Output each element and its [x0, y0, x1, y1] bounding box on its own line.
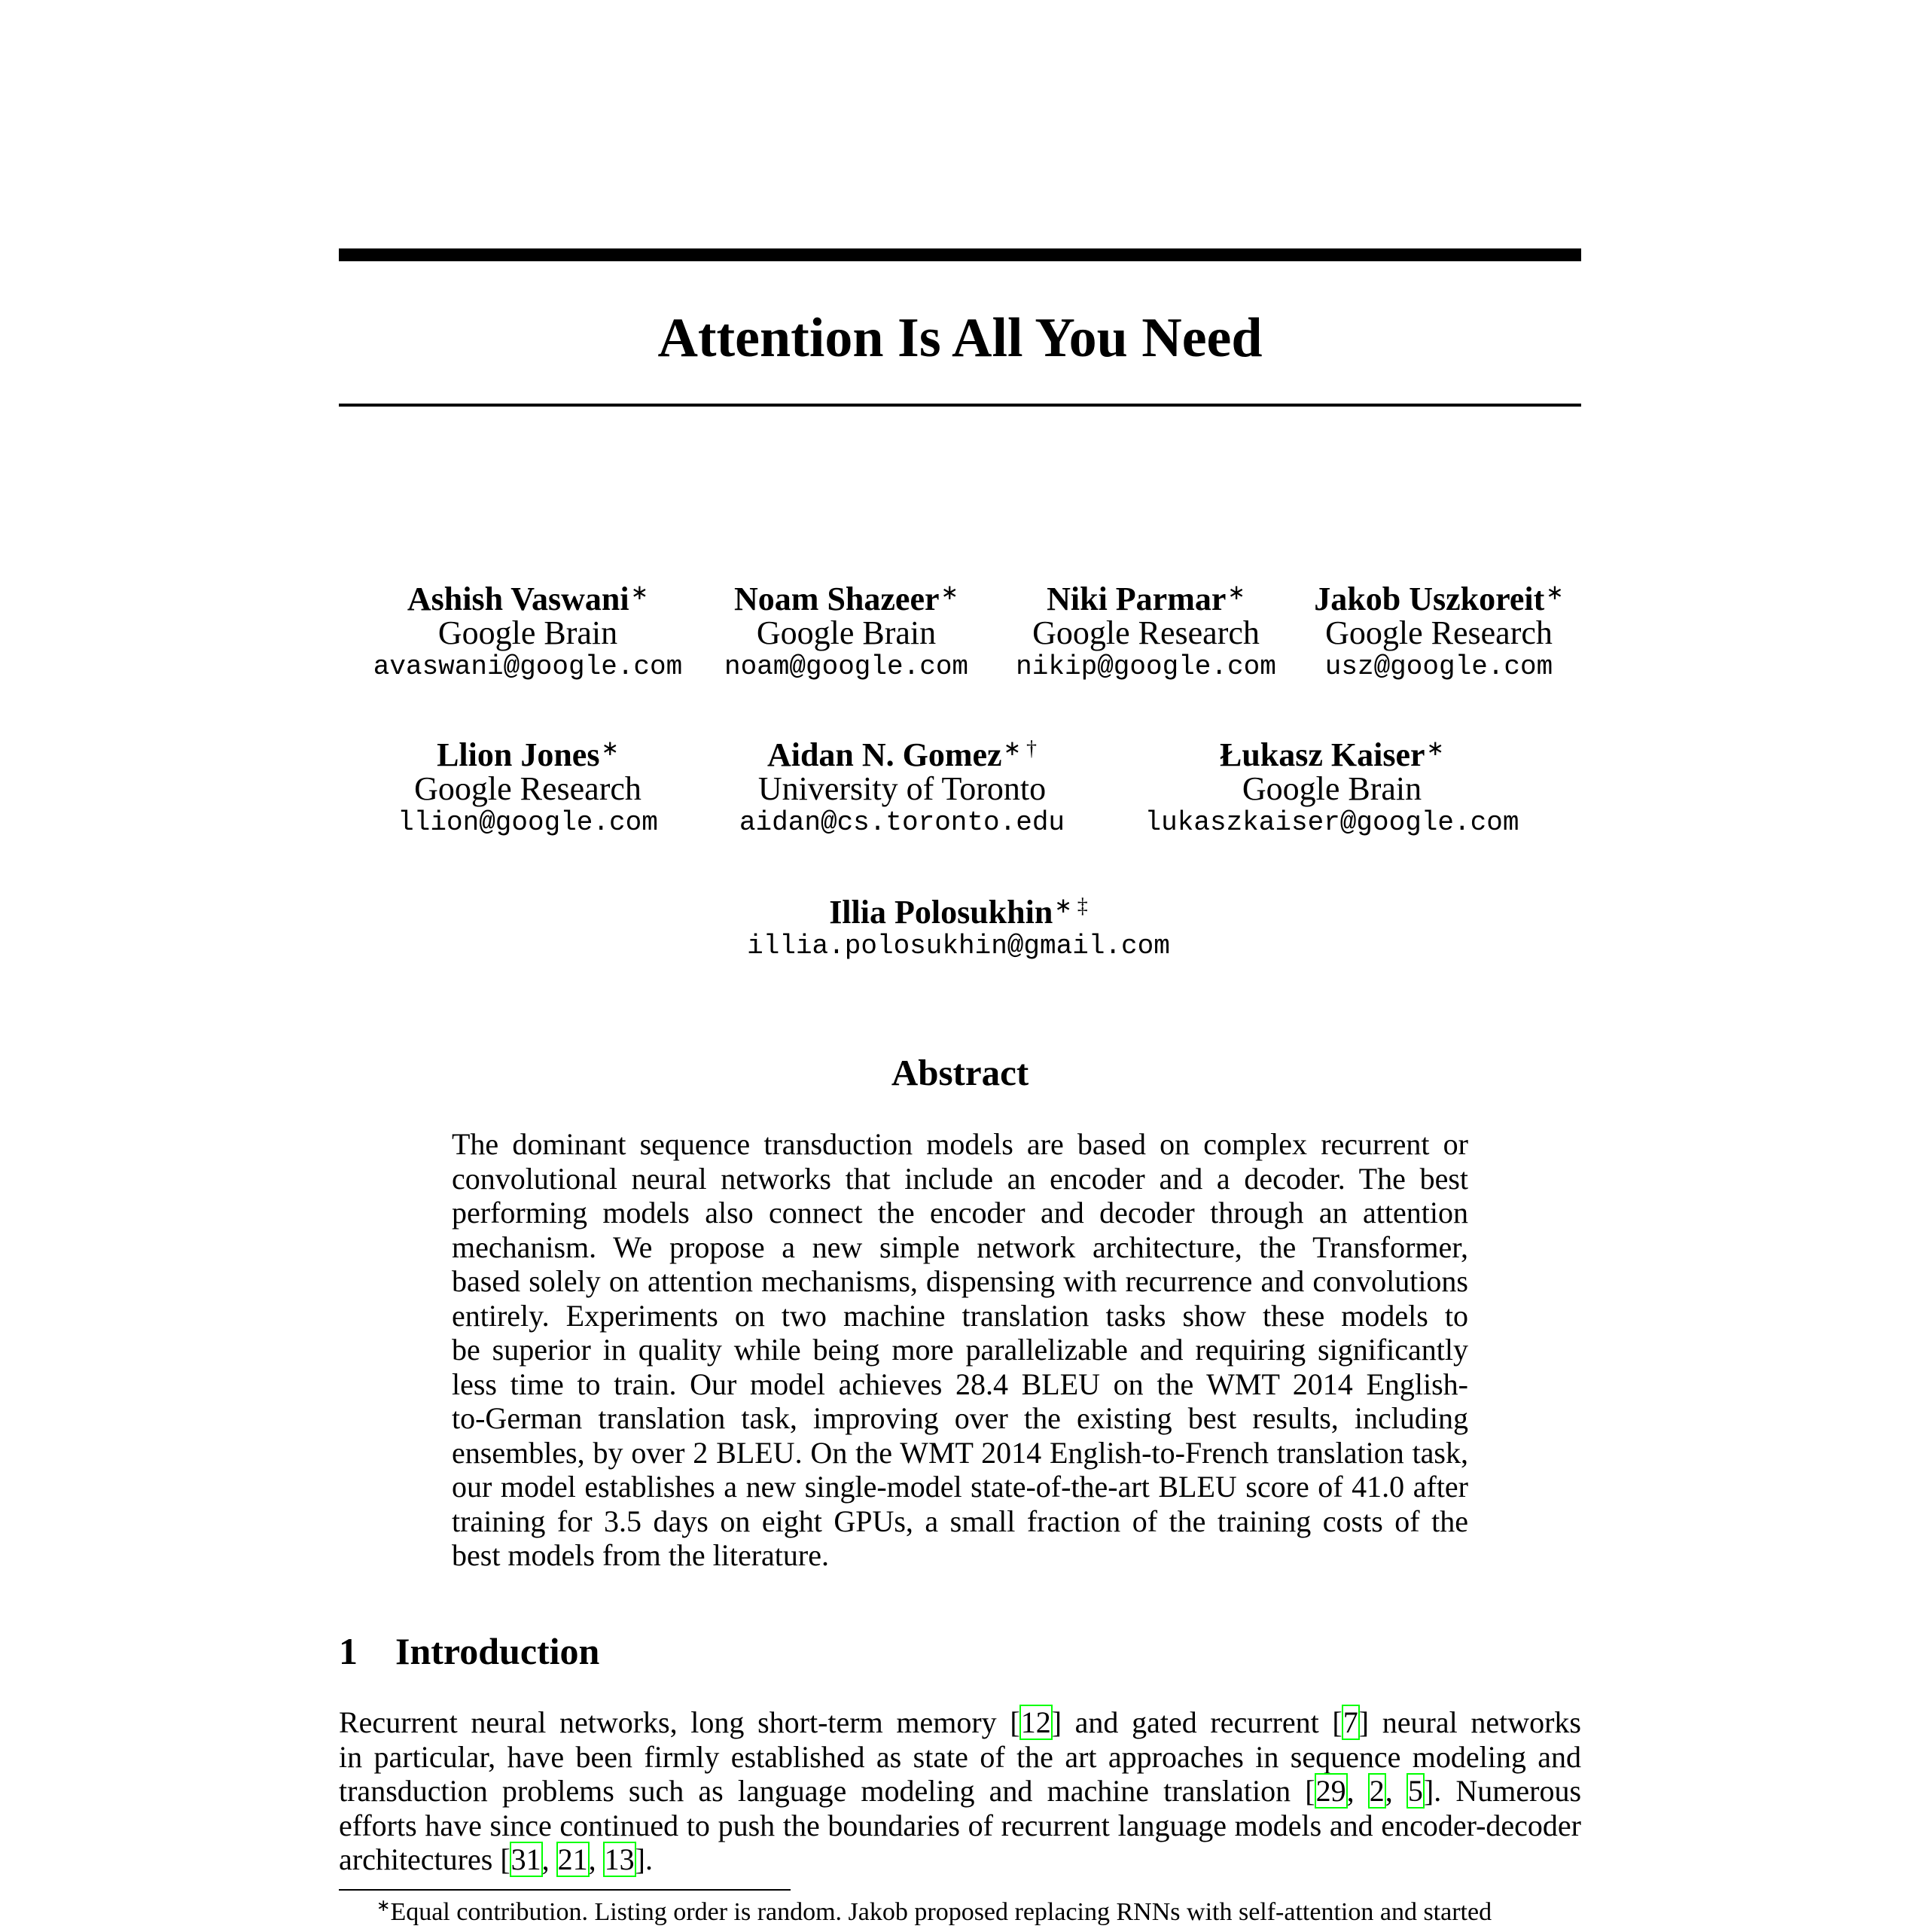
text-run: Aidan N. Gomez [766, 736, 1002, 773]
footnote-mark[interactable]: ∗ [1546, 581, 1564, 605]
abstract-line: less time to train. Our model achieves 28.4 BLEU on the WMT 2014 English- [452, 1367, 1468, 1401]
footnote-mark: ∗ [376, 1896, 391, 1915]
author-affiliation: Google Research [1325, 614, 1553, 651]
author-affiliation: Google Research [1032, 614, 1260, 651]
footnote-mark[interactable]: ∗ [601, 737, 619, 760]
author-affiliation: Google Research [414, 770, 642, 807]
author-affiliation: Google Brain [756, 614, 937, 651]
body-line [339, 1705, 1581, 1740]
citation-link[interactable]: 2 [1369, 1774, 1385, 1808]
author-email[interactable]: nikip@google.com [1016, 651, 1276, 682]
text-run: Jakob Uszkoreit [1314, 581, 1545, 617]
section-heading-introduction [339, 1629, 599, 1674]
body-line: in particular, have been firmly established as state of the art approaches in sequence modeling and [339, 1739, 1581, 1774]
footnote-line [339, 1895, 1581, 1930]
author-name [695, 895, 1222, 929]
citation-link[interactable]: 12 [1020, 1705, 1051, 1739]
citation-link[interactable]: 29 [1315, 1774, 1346, 1808]
author-email[interactable]: avaswani@google.com [373, 651, 683, 682]
text-run: architectures [ [339, 1842, 510, 1876]
title-bottom-rule [339, 404, 1581, 407]
author-affiliation: University of Toronto [757, 770, 1047, 807]
abstract-line: best models from the literature. [452, 1538, 829, 1572]
footnote [339, 1895, 1581, 1929]
footnote-mark[interactable]: ∗ [1426, 737, 1445, 760]
text-run: ]. [635, 1842, 653, 1876]
title-top-rule [339, 248, 1581, 261]
author-block [1175, 582, 1702, 684]
citation-link[interactable]: 21 [557, 1842, 588, 1876]
abstract-heading: Abstract [891, 1052, 1029, 1093]
citation-link[interactable]: 31 [510, 1842, 541, 1876]
text-run: , [1346, 1774, 1369, 1808]
abstract-line: The dominant sequence transduction models are based on complex recurrent or [452, 1127, 1468, 1161]
abstract-body [452, 1127, 1468, 1573]
author-email[interactable]: noam@google.com [724, 651, 969, 682]
text-run: Ashish Vaswani [407, 581, 629, 617]
section-number: 1 [339, 1630, 358, 1672]
author-email[interactable]: illia.polosukhin@gmail.com [747, 931, 1170, 961]
author-affiliation: Google Brain [1242, 770, 1422, 807]
text-run: Łukasz Kaiser [1219, 736, 1425, 773]
text-run: Niki Parmar [1047, 581, 1227, 617]
text-run: Noam Shazeer [734, 581, 940, 617]
footnote-mark[interactable]: ∗ [1227, 581, 1245, 605]
abstract-line: ensembles, by over 2 BLEU. On the WMT 2014 English-to-French translation task, [452, 1435, 1468, 1470]
text-run: Recurrent neural networks, long short-term memory [ [339, 1705, 1020, 1739]
abstract-line: our model establishes a new single-model state-of-the-art BLEU score of 41.0 after [452, 1470, 1468, 1504]
abstract-line: training for 3.5 days on eight GPUs, a small fraction of the training costs of the [452, 1504, 1468, 1538]
author-block [695, 895, 1222, 963]
author-email[interactable]: llion@google.com [398, 807, 658, 838]
footnote-rule [339, 1889, 791, 1891]
text-run: , [541, 1842, 557, 1876]
introduction-body [339, 1705, 1581, 1877]
abstract-line: mechanism. We propose a new simple network architecture, the Transformer, [452, 1230, 1468, 1264]
citation-link[interactable]: 5 [1407, 1774, 1423, 1808]
citation-link[interactable]: 13 [604, 1842, 635, 1876]
body-line [339, 1842, 1581, 1877]
section-title: Introduction [395, 1630, 600, 1672]
abstract-line: performing models also connect the encoder and decoder through an attention [452, 1196, 1468, 1230]
author-affiliation: Google Brain [437, 614, 618, 651]
abstract-line: to-German translation task, improving over the existing best results, including [452, 1401, 1468, 1435]
footnote-mark[interactable]: ∗ † [1003, 737, 1038, 760]
text-run: transduction problems such as language modeling and machine translation [ [339, 1774, 1315, 1808]
author-email[interactable]: aidan@cs.toronto.edu [739, 807, 1065, 838]
text-run: Equal contribution. Listing order is random. Jakob proposed replacing RNNs with self-attention and started [390, 1898, 1492, 1926]
author-email[interactable]: lukaszkaiser@google.com [1144, 807, 1519, 838]
author-email[interactable]: usz@google.com [1324, 651, 1553, 682]
author-name [1068, 738, 1595, 772]
abstract-line: be superior in quality while being more parallelizable and requiring significantly [452, 1333, 1468, 1367]
footnote-mark[interactable]: ∗ ‡ [1054, 894, 1088, 918]
text-run: ] neural networks [1358, 1705, 1582, 1739]
abstract-line: entirely. Experiments on two machine translation tasks show these models to [452, 1298, 1468, 1333]
author-name [1175, 582, 1702, 616]
author-block [1068, 738, 1595, 840]
citation-link[interactable]: 7 [1342, 1705, 1358, 1739]
body-line [339, 1774, 1581, 1809]
abstract-line: based solely on attention mechanisms, dispensing with recurrence and convolutions [452, 1264, 1468, 1298]
abstract-line: convolutional neural networks that include an encoder and a decoder. The best [452, 1161, 1468, 1196]
footnote-mark[interactable]: ∗ [940, 581, 958, 605]
footnote-mark[interactable]: ∗ [630, 581, 649, 605]
text-run: ]. Numerous [1423, 1774, 1582, 1808]
paper-title: Attention Is All You Need [657, 307, 1263, 369]
text-run: Illia Polosukhin [829, 894, 1053, 931]
text-run: ] and gated recurrent [ [1051, 1705, 1342, 1739]
text-run: , [588, 1842, 604, 1876]
body-line: efforts have since continued to push the boundaries of recurrent language models and encoder-decoder [339, 1808, 1581, 1842]
text-run: , [1385, 1774, 1407, 1808]
text-run: Llion Jones [437, 736, 600, 773]
